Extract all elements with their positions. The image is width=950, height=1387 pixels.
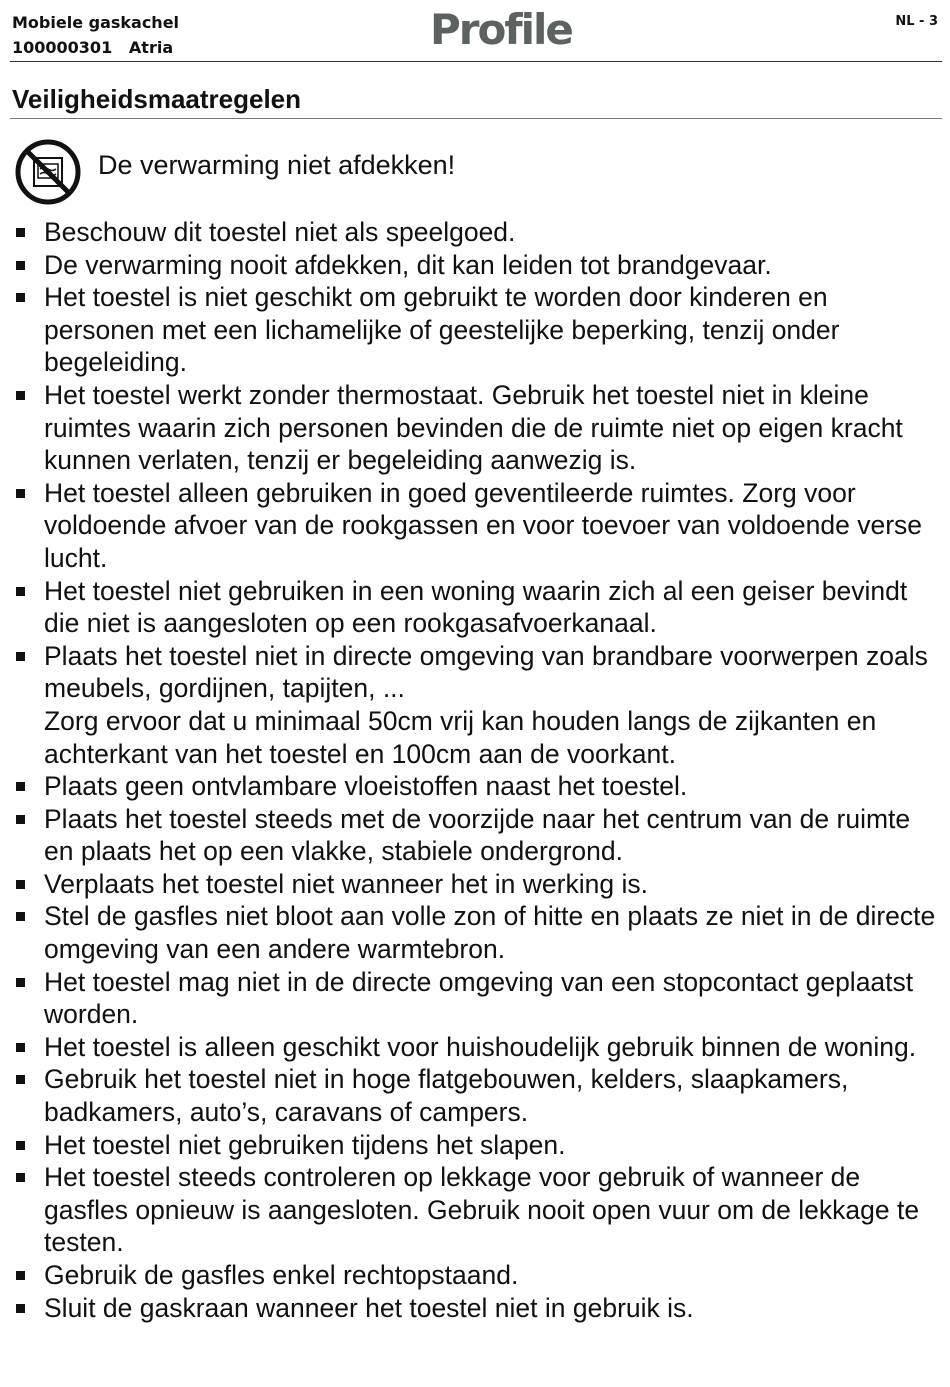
- safety-rule-text: Het toestel mag niet in de directe omgeving van een stopcontact geplaatst worden.: [44, 966, 914, 1030]
- safety-rule-item: [14, 868, 940, 901]
- safety-rule-text: De verwarming nooit afdekken, dit kan leiden tot brandgevaar.: [44, 249, 772, 280]
- no-covering-prohibition-icon: [14, 138, 82, 206]
- safety-rule-item: [14, 1259, 940, 1292]
- safety-rule-text: Gebruik het toestel niet in hoge flatgebouwen, kelders, slaapkamers, badkamers, auto’s, caravans of campers.: [44, 1064, 849, 1128]
- page-number: NL - 3: [895, 14, 938, 29]
- safety-rule-text: Sluit de gaskraan wanneer het toestel niet in gebruik is.: [44, 1292, 694, 1323]
- page-header: [10, 0, 942, 62]
- safety-rule-item: [14, 966, 940, 1031]
- safety-rule-item: [14, 281, 940, 379]
- safety-rule-text: Plaats geen ontvlambare vloeistoffen naast het toestel.: [44, 771, 688, 802]
- safety-rule-text: Het toestel steeds controleren op lekkage voor gebruik of wanneer de gasfles opnieuw is aangesloten. Gebruik nooit open vuur om de lekkage te testen.: [44, 1162, 920, 1258]
- safety-rule-text: Zorg ervoor dat u minimaal 50cm vrij kan houden langs de zijkanten en achterkant van het toestel en 100cm aan de voorkant.: [44, 705, 877, 769]
- safety-rules-list: [14, 216, 940, 1324]
- safety-rule-item: [14, 575, 940, 640]
- safety-rule-text: Beschouw dit toestel niet als speelgoed.: [44, 217, 516, 247]
- safety-rule-item: [14, 640, 940, 770]
- header-product-info: [12, 10, 179, 60]
- safety-rule-text: Het toestel niet gebruiken in een woning waarin zich al een geiser bevindt die niet is aangesloten op een rookgasafvoerkanaal.: [44, 575, 908, 639]
- safety-rule-item: [14, 1292, 940, 1325]
- safety-rule-item: [14, 379, 940, 477]
- safety-rule-text: Plaats het toestel niet in directe omgeving van brandbare voorwerpen zoals meubels, gordijnen, tapijten, ...: [44, 640, 928, 704]
- safety-rule-item: [14, 216, 940, 249]
- safety-rule-text: Het toestel niet gebruiken tijdens het slapen.: [44, 1129, 566, 1160]
- safety-rule-item: [14, 1063, 940, 1128]
- safety-rule-text: Plaats het toestel steeds met de voorzijde naar het centrum van de ruimte en plaats het op een vlakke, stabiele ondergrond.: [44, 803, 911, 867]
- section-divider: [10, 118, 942, 119]
- safety-rule-item: [14, 1031, 940, 1064]
- section-title: Veiligheidsmaatregelen: [12, 84, 302, 114]
- safety-rule-item: [14, 477, 940, 575]
- safety-rule-text: Het toestel is alleen geschikt voor huishoudelijk gebruik binnen de woning.: [44, 1031, 917, 1062]
- safety-rule-text: Verplaats het toestel niet wanneer het in werking is.: [44, 868, 648, 899]
- brand-logo: Profile: [430, 5, 572, 54]
- header-model-number: 100000301 Atria: [12, 38, 174, 57]
- safety-rule-item: [14, 1129, 940, 1162]
- header-product-name: Mobiele gaskachel: [12, 13, 180, 32]
- safety-rule-text: Het toestel werkt zonder thermostaat. Gebruik het toestel niet in kleine ruimtes waarin zich personen bevinden die de ruimte niet op eigen kracht kunnen verlaten, tenzij er begeleiding aanwezig is.: [44, 379, 903, 476]
- safety-rule-text: Stel de gasfles niet bloot aan volle zon of hitte en plaats ze niet in de directe omgeving van een andere warmtebron.: [44, 901, 936, 965]
- safety-rule-item: [14, 803, 940, 868]
- warning-text: De verwarming niet afdekken!: [98, 150, 456, 180]
- safety-rule-item: [14, 1161, 940, 1259]
- safety-rule-text: Het toestel alleen gebruiken in goed geventileerde ruimtes. Zorg voor voldoende afvoer van de rookgassen en voor toevoer van voldoende verse lucht.: [44, 477, 923, 573]
- safety-rule-item: [14, 770, 940, 803]
- safety-rule-item: [14, 249, 940, 282]
- safety-rule-text: Het toestel is niet geschikt om gebruikt te worden door kinderen en personen met een lichamelijke of geestelijke beperking, tenzij onder begeleiding.: [44, 282, 840, 378]
- safety-rule-text: Gebruik de gasfles enkel rechtopstaand.: [44, 1260, 519, 1290]
- safety-rule-item: [14, 900, 940, 965]
